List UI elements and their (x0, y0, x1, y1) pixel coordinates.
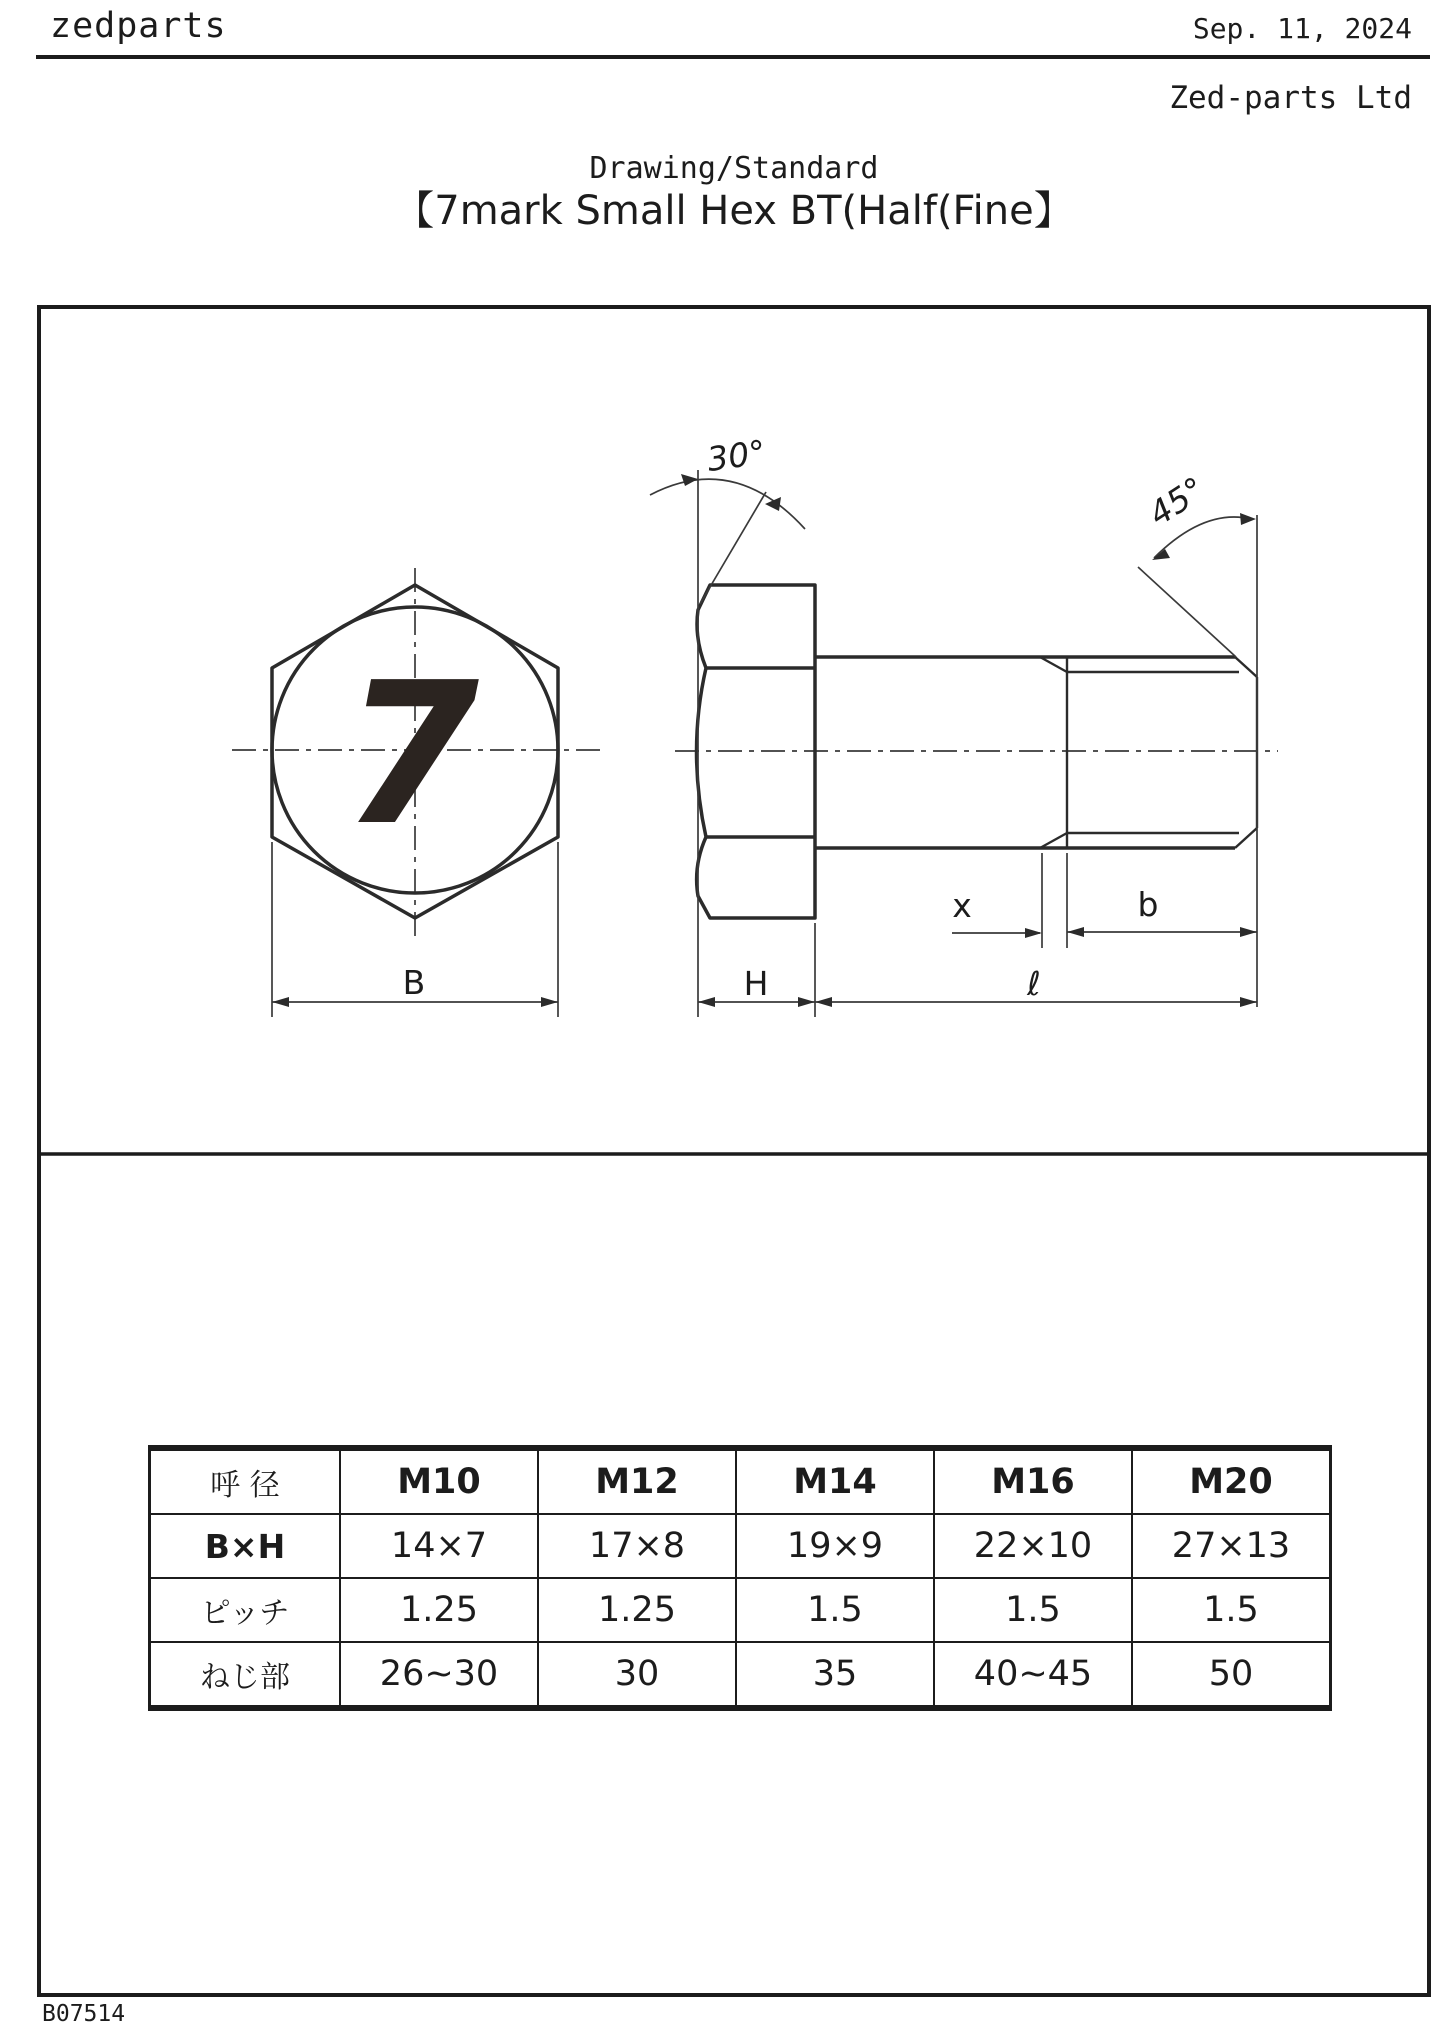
angle-label-30: 30° (704, 432, 769, 479)
spec-cell: 1.5 (1132, 1578, 1331, 1642)
dim-label-b: b (1137, 885, 1159, 924)
page-title: 【7mark Small Hex BT(Half(Fine】 (394, 188, 1074, 234)
dim-label-x: x (952, 886, 972, 925)
spec-cell: 1.5 (934, 1578, 1132, 1642)
part-code: B07514 (42, 2001, 126, 2027)
table-row (150, 1514, 1331, 1578)
dim-label-H: H (743, 964, 769, 1003)
spec-cell: M16 (934, 1448, 1132, 1514)
spec-cell: 19×9 (736, 1514, 934, 1578)
header-rule (36, 55, 1430, 59)
spec-cell: M12 (538, 1448, 736, 1514)
spec-cell: 1.5 (736, 1578, 934, 1642)
spec-cell: 35 (736, 1642, 934, 1708)
spec-cell: M20 (1132, 1448, 1331, 1514)
angle-label-45: 45° (1141, 469, 1212, 534)
row-label: 呼 径 (150, 1448, 341, 1514)
dim-label-l: ℓ (1027, 964, 1041, 1003)
spec-cell: M10 (340, 1448, 538, 1514)
row-label: ピッチ (150, 1578, 341, 1642)
company-name: Zed-parts Ltd (1169, 80, 1412, 116)
site-logo: zedparts (50, 6, 227, 46)
spec-cell: 27×13 (1132, 1514, 1331, 1578)
spec-table-body (150, 1448, 1331, 1708)
bolt-technical-drawing (41, 309, 1427, 1993)
document-date: Sep. 11, 2024 (1192, 12, 1412, 45)
spec-cell: 26~30 (340, 1642, 538, 1708)
head-mark-7: 7 (342, 641, 480, 869)
spec-cell: 30 (538, 1642, 736, 1708)
row-label: B×H (150, 1514, 341, 1578)
table-row (150, 1578, 1331, 1642)
dim-label-B: B (402, 963, 426, 1002)
spec-cell: 1.25 (538, 1578, 736, 1642)
spec-cell: 17×8 (538, 1514, 736, 1578)
table-row (150, 1642, 1331, 1708)
spec-cell: 1.25 (340, 1578, 538, 1642)
spec-cell: 14×7 (340, 1514, 538, 1578)
spec-cell: 50 (1132, 1642, 1331, 1708)
spec-table (148, 1445, 1332, 1711)
document-type: Drawing/Standard (589, 151, 879, 186)
row-label: ねじ部 (150, 1642, 341, 1708)
spec-cell: M14 (736, 1448, 934, 1514)
spec-cell: 22×10 (934, 1514, 1132, 1578)
spec-cell: 40~45 (934, 1642, 1132, 1708)
table-row (150, 1448, 1331, 1514)
drawing-frame (37, 305, 1431, 1997)
title-block (37, 152, 1431, 234)
bolt-head-side (697, 585, 816, 918)
